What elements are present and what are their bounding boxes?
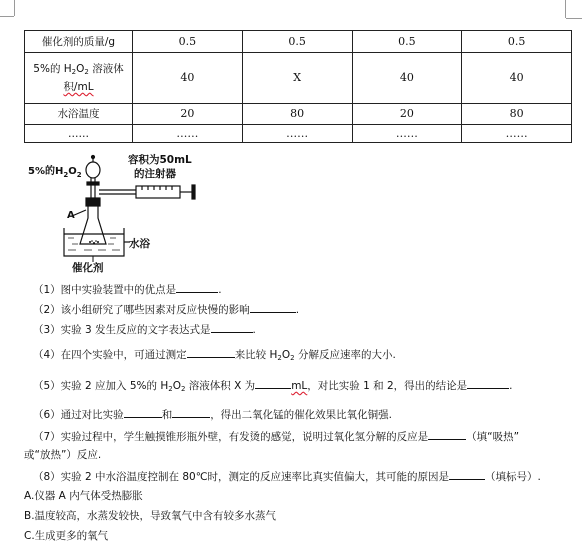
table-cell: 0.5 [462,31,572,53]
question-1: （1）图中实验装置中的优点是 . [33,284,222,296]
crop-mark [566,18,582,19]
table-cell: 80 [242,104,352,125]
syringe-label: 的注射器 [134,168,176,180]
answer-blank [187,347,235,358]
table-cell: …… [133,125,243,143]
question-7-continued: 或“放热”）反应. [24,449,102,461]
h2o2-label: 5%的$H_2O_2$ [28,166,82,179]
option-a: A.仪器 A 内气体受热膨胀 [24,490,143,502]
table-cell: 0.5 [352,31,462,53]
question-2: （2）该小组研究了哪些因素对反应快慢的影响 . [33,304,300,316]
question-4: （4）在四个实验中，可通过测定 来比较 $H_2O_2$ 分解反应速率的大小. [33,349,396,362]
syringe-icon [136,185,195,199]
crop-mark [14,0,15,16]
table-cell: 0.5 [133,31,243,53]
table-cell: 0.5 [242,31,352,53]
tube-icon [99,190,136,194]
table-row [25,53,572,104]
answer-blank [211,322,253,333]
flask-icon [72,198,106,244]
option-b: B.温度较高，水蒸发较快，导致氧气中含有较多水蒸气 [24,510,277,522]
question-7: （7）实验过程中，学生触摸锥形瓶外壁，有发烫的感觉，说明过氧化氢分解的反应是 （填“吸热” [33,431,520,443]
funnel-icon [86,156,100,201]
answer-blank [176,282,218,293]
table-cell: 80 [462,104,572,125]
answer-blank [449,469,485,480]
row-header: 催化剂的质量/g [25,31,133,53]
table-cell: …… [462,125,572,143]
crop-mark [565,0,566,18]
apparatus-diagram [24,152,224,280]
question-8: （8）实验 2 中水浴温度控制在 80℃时，测定的反应速率比真实值偏大，其可能的原因是 （填标号）. [33,471,541,483]
table-cell: 40 [462,53,572,104]
table-cell: X [242,53,352,104]
question-6: （6）通过对比实验 和 ，得出二氧化锰的催化效果比氧化铜强. [33,409,393,421]
row-header: …… [25,125,133,143]
question-5: （5）实验 2 应加入 5%的 $H_2O_2$ 溶液体积 X 为 mL，对比实验 1 和 2，得出的结论是 . [33,380,513,393]
answer-blank [172,407,210,418]
table-row [25,31,572,53]
table-cell: 20 [133,104,243,125]
row-header: 水浴温度 [25,104,133,125]
option-c: C.生成更多的氧气 [24,530,109,542]
table-cell: 40 [133,53,243,104]
water-bath-label: 水浴 [129,238,150,250]
table-cell: 20 [352,104,462,125]
answer-blank [250,302,296,313]
crop-mark [0,16,14,17]
experiment-table [24,30,572,143]
table-cell: 40 [352,53,462,104]
answer-blank [255,378,291,389]
instrument-a-label: A [67,210,75,221]
answer-blank [124,407,162,418]
catalyst-label: 催化剂 [72,262,104,274]
table-cell: …… [352,125,462,143]
answer-blank [467,378,509,389]
row-header: 5%的 $H_2O_2$ 溶液体 积/mL [25,53,133,104]
table-row [25,104,572,125]
question-3: （3）实验 3 发生反应的文字表达式是 . [33,324,256,336]
syringe-label: 容积为50mL [128,154,192,166]
table-cell: …… [242,125,352,143]
answer-blank [428,429,466,440]
table-row [25,125,572,143]
